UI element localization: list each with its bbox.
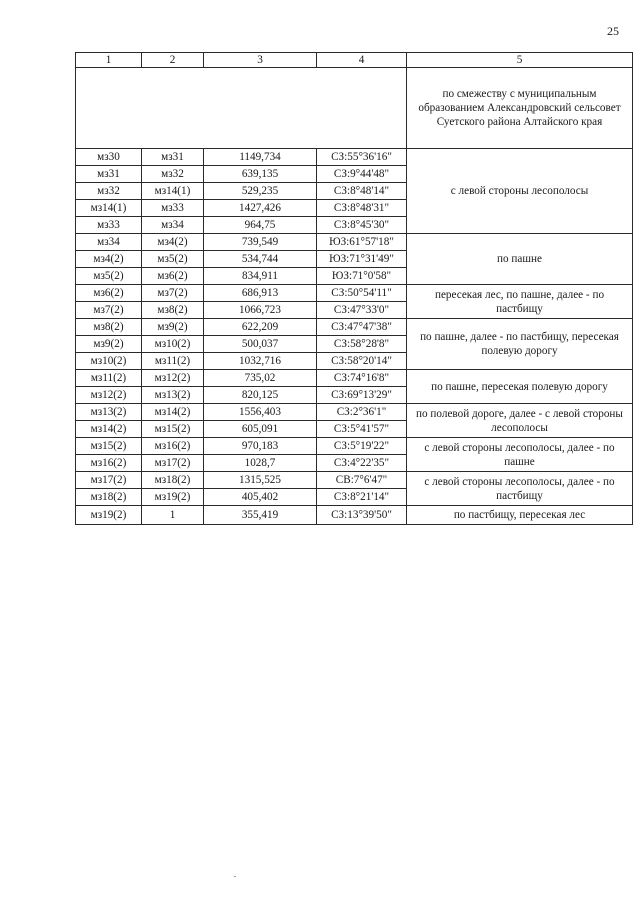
distance: 735,02	[204, 370, 317, 387]
to-point: мз8(2)	[142, 302, 204, 319]
to-point: мз4(2)	[142, 234, 204, 251]
distance: 1028,7	[204, 455, 317, 472]
distance: 1427,426	[204, 200, 317, 217]
to-point: мз14(2)	[142, 404, 204, 421]
from-point: мз14(2)	[76, 421, 142, 438]
from-point: мз16(2)	[76, 455, 142, 472]
page-number: 25	[607, 24, 619, 38]
distance: 529,235	[204, 183, 317, 200]
from-point: мз4(2)	[76, 251, 142, 268]
bearing: СЗ:8°21'14"	[317, 489, 407, 506]
bearing: СЗ:69°13'29"	[317, 387, 407, 404]
distance: 639,135	[204, 166, 317, 183]
from-point: мз34	[76, 234, 142, 251]
from-point: мз30	[76, 149, 142, 166]
to-point: мз15(2)	[142, 421, 204, 438]
bearing: СЗ:2°36'1"	[317, 404, 407, 421]
bearing: СЗ:58°20'14"	[317, 353, 407, 370]
to-point: мз11(2)	[142, 353, 204, 370]
from-point: мз5(2)	[76, 268, 142, 285]
bearing: СЗ:5°19'22"	[317, 438, 407, 455]
description-cell: пересекая лес, по пашне, далее - по пастбищу	[407, 285, 633, 319]
to-point: мз5(2)	[142, 251, 204, 268]
description-cell: с левой стороны лесополосы, далее - по пашне	[407, 438, 633, 472]
from-point: мз17(2)	[76, 472, 142, 489]
table-row	[76, 472, 633, 489]
from-point: мз6(2)	[76, 285, 142, 302]
from-point: мз31	[76, 166, 142, 183]
bearing: СЗ:58°28'8"	[317, 336, 407, 353]
distance: 1149,734	[204, 149, 317, 166]
from-point: мз14(1)	[76, 200, 142, 217]
from-point: мз19(2)	[76, 506, 142, 525]
table-row	[76, 404, 633, 421]
intro-row	[76, 68, 633, 149]
distance: 405,402	[204, 489, 317, 506]
description-cell: по смежеству с муниципальным образованием Александровский сельсовет Суетского района Алтайского края	[407, 68, 633, 149]
table-row	[76, 149, 633, 166]
distance: 686,913	[204, 285, 317, 302]
distance: 500,037	[204, 336, 317, 353]
description-cell: по полевой дороге, далее - с левой стороны лесополосы	[407, 404, 633, 438]
to-point: мз6(2)	[142, 268, 204, 285]
to-point: мз33	[142, 200, 204, 217]
distance: 834,911	[204, 268, 317, 285]
from-point: мз15(2)	[76, 438, 142, 455]
to-point: мз14(1)	[142, 183, 204, 200]
column-header: 2	[142, 53, 204, 68]
to-point: мз12(2)	[142, 370, 204, 387]
bearing: СЗ:55°36'16"	[317, 149, 407, 166]
to-point: мз16(2)	[142, 438, 204, 455]
distance: 970,183	[204, 438, 317, 455]
from-point: мз33	[76, 217, 142, 234]
bearing: СВ:7°6'47"	[317, 472, 407, 489]
bearing: ЮЗ:71°0'58"	[317, 268, 407, 285]
bearing: СЗ:8°48'31"	[317, 200, 407, 217]
to-point: мз9(2)	[142, 319, 204, 336]
from-point: мз13(2)	[76, 404, 142, 421]
from-point: мз32	[76, 183, 142, 200]
from-point: мз18(2)	[76, 489, 142, 506]
distance: 1032,716	[204, 353, 317, 370]
distance: 1556,403	[204, 404, 317, 421]
distance: 534,744	[204, 251, 317, 268]
from-point: мз9(2)	[76, 336, 142, 353]
distance: 355,419	[204, 506, 317, 525]
to-point: мз32	[142, 166, 204, 183]
to-point: мз19(2)	[142, 489, 204, 506]
to-point: мз10(2)	[142, 336, 204, 353]
bearing: СЗ:47°33'0"	[317, 302, 407, 319]
description-cell: по пастбищу, пересекая лес	[407, 506, 633, 525]
from-point: мз7(2)	[76, 302, 142, 319]
table-row	[76, 438, 633, 455]
to-point: мз13(2)	[142, 387, 204, 404]
to-point: мз18(2)	[142, 472, 204, 489]
from-point: мз8(2)	[76, 319, 142, 336]
description-cell: с левой стороны лесополосы	[407, 149, 633, 234]
distance: 605,091	[204, 421, 317, 438]
description-cell: по пашне	[407, 234, 633, 285]
table-row	[76, 506, 633, 525]
bearing: СЗ:50°54'11"	[317, 285, 407, 302]
bearing: СЗ:8°48'14"	[317, 183, 407, 200]
column-header: 5	[407, 53, 633, 68]
empty-cell	[76, 68, 407, 149]
from-point: мз12(2)	[76, 387, 142, 404]
boundary-table	[75, 52, 633, 525]
to-point: мз34	[142, 217, 204, 234]
distance: 1066,723	[204, 302, 317, 319]
bearing: СЗ:5°41'57"	[317, 421, 407, 438]
from-point: мз11(2)	[76, 370, 142, 387]
description-cell: по пашне, далее - по пастбищу, пересекая полевую дорогу	[407, 319, 633, 370]
table-row	[76, 319, 633, 336]
bearing: СЗ:9°44'48"	[317, 166, 407, 183]
description-cell: по пашне, пересекая полевую дорогу	[407, 370, 633, 404]
bearing: ЮЗ:61°57'18"	[317, 234, 407, 251]
distance: 820,125	[204, 387, 317, 404]
description-cell: с левой стороны лесополосы, далее - по пастбищу	[407, 472, 633, 506]
bearing: СЗ:13°39'50"	[317, 506, 407, 525]
bearing: СЗ:4°22'35"	[317, 455, 407, 472]
table-header-row	[76, 53, 633, 68]
to-point: мз7(2)	[142, 285, 204, 302]
table-row	[76, 370, 633, 387]
distance: 964,75	[204, 217, 317, 234]
column-header: 3	[204, 53, 317, 68]
to-point: мз17(2)	[142, 455, 204, 472]
table-row	[76, 285, 633, 302]
distance: 739,549	[204, 234, 317, 251]
distance: 622,209	[204, 319, 317, 336]
to-point: мз31	[142, 149, 204, 166]
bearing: ЮЗ:71°31'49"	[317, 251, 407, 268]
column-header: 1	[76, 53, 142, 68]
from-point: мз10(2)	[76, 353, 142, 370]
bearing: СЗ:74°16'8"	[317, 370, 407, 387]
to-point: 1	[142, 506, 204, 525]
table-row	[76, 234, 633, 251]
bearing: СЗ:47°47'38"	[317, 319, 407, 336]
bearing: СЗ:8°45'30"	[317, 217, 407, 234]
column-header: 4	[317, 53, 407, 68]
scan-speck	[234, 876, 236, 877]
distance: 1315,525	[204, 472, 317, 489]
